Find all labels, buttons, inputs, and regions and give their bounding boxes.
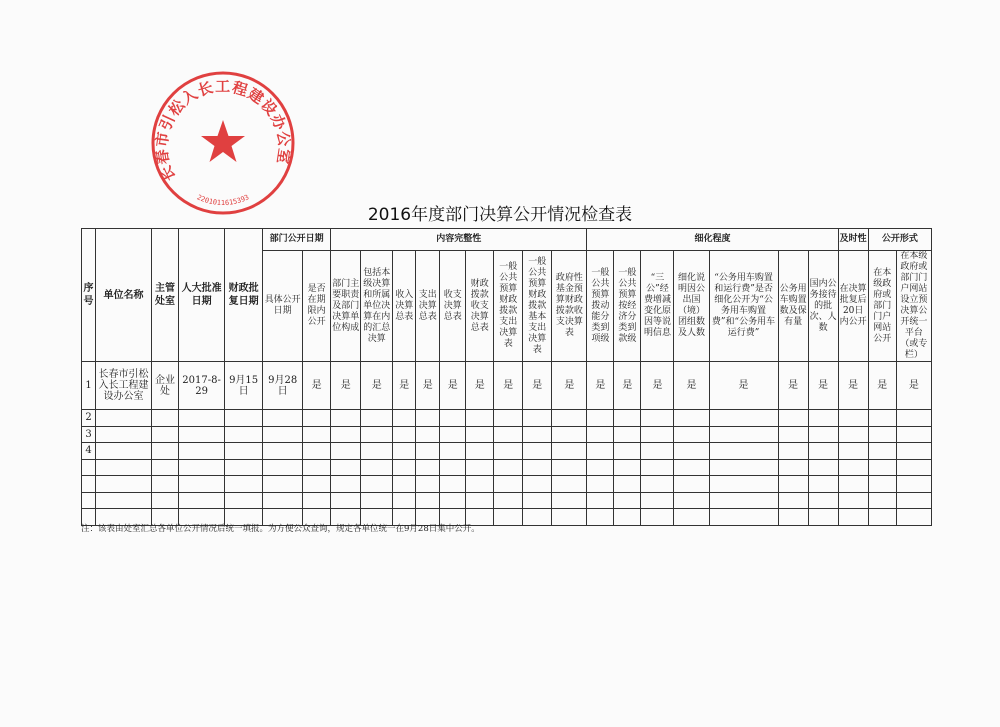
cell-value xyxy=(587,459,614,476)
cell-value xyxy=(614,410,641,427)
cell-value xyxy=(263,459,303,476)
cell-value xyxy=(552,492,587,509)
cell-value xyxy=(674,426,709,443)
cell-unit xyxy=(96,410,152,427)
cell-value: 是 xyxy=(587,362,614,410)
sub-header-9: 一般公共预算财政拨款支出决算表 xyxy=(494,251,523,362)
cell-value xyxy=(674,476,709,493)
cell-value xyxy=(868,426,896,443)
cell-value xyxy=(808,443,838,460)
cell-value: 是 xyxy=(361,362,393,410)
sub-header-1: 具体公开日期 xyxy=(263,251,303,362)
cell-value xyxy=(263,492,303,509)
cell-value xyxy=(587,476,614,493)
cell-value xyxy=(552,459,587,476)
cell-value xyxy=(674,492,709,509)
cell-value xyxy=(896,476,931,493)
cell-value xyxy=(303,410,331,427)
sub-header-14: “三公”经费增减变化原因等说明信息 xyxy=(641,251,674,362)
header-group-form: 公开形式 xyxy=(868,229,931,251)
cell-unit xyxy=(96,476,152,493)
cell-value xyxy=(587,443,614,460)
cell-value xyxy=(416,443,440,460)
cell-value xyxy=(361,410,393,427)
cell-unit xyxy=(96,426,152,443)
cell-dept: 企业处 xyxy=(152,362,179,410)
cell-value xyxy=(674,410,709,427)
cell-value xyxy=(778,459,808,476)
cell-value xyxy=(303,443,331,460)
cell-value xyxy=(494,476,523,493)
cell-value xyxy=(440,476,466,493)
cell-value xyxy=(494,410,523,427)
sub-header-16: “公务用车购置和运行费”是否细化公开为“公务用车购置费”和“公务用车运行费” xyxy=(709,251,778,362)
cell-value xyxy=(641,459,674,476)
header-finance-date: 财政批复日期 xyxy=(225,229,263,362)
cell-value xyxy=(393,426,416,443)
cell-value: 是 xyxy=(494,362,523,410)
cell-value xyxy=(778,476,808,493)
cell-value xyxy=(416,426,440,443)
cell-value: 9月28日 xyxy=(263,362,303,410)
cell-value xyxy=(393,492,416,509)
cell-value xyxy=(614,509,641,526)
row-number xyxy=(82,459,96,476)
official-seal xyxy=(148,68,298,218)
cell-finance-date xyxy=(225,426,263,443)
header-group-completeness: 内容完整性 xyxy=(331,229,587,251)
svg-text:长春市引松入长工程建设办公室: 长春市引松入长工程建设办公室 xyxy=(152,77,294,185)
cell-unit xyxy=(96,443,152,460)
cell-value xyxy=(778,492,808,509)
cell-value xyxy=(587,410,614,427)
header-unit: 单位名称 xyxy=(96,229,152,362)
cell-finance-date: 9月15日 xyxy=(225,362,263,410)
cell-value xyxy=(868,443,896,460)
cell-value xyxy=(587,509,614,526)
cell-value xyxy=(778,443,808,460)
cell-value xyxy=(674,459,709,476)
cell-value xyxy=(440,410,466,427)
table-row xyxy=(82,426,932,443)
cell-approve-date xyxy=(179,476,225,493)
cell-value xyxy=(709,476,778,493)
cell-value xyxy=(896,509,931,526)
cell-value xyxy=(303,492,331,509)
cell-value: 是 xyxy=(641,362,674,410)
header-group-timely: 及时性 xyxy=(838,229,868,251)
cell-value xyxy=(523,509,552,526)
header-group-publish-date: 部门公开日期 xyxy=(263,229,331,251)
table-row xyxy=(82,459,932,476)
cell-value xyxy=(709,459,778,476)
cell-value xyxy=(808,426,838,443)
cell-value xyxy=(838,459,868,476)
cell-value xyxy=(868,492,896,509)
cell-value xyxy=(808,476,838,493)
cell-value xyxy=(523,459,552,476)
cell-value xyxy=(552,410,587,427)
cell-value xyxy=(709,443,778,460)
cell-value xyxy=(466,443,494,460)
cell-approve-date xyxy=(179,492,225,509)
cell-value xyxy=(868,459,896,476)
cell-value xyxy=(896,426,931,443)
cell-value xyxy=(303,459,331,476)
cell-value xyxy=(416,476,440,493)
cell-approve-date xyxy=(179,426,225,443)
row-number: 2 xyxy=(82,410,96,427)
cell-value xyxy=(466,459,494,476)
cell-finance-date xyxy=(225,459,263,476)
cell-value xyxy=(709,426,778,443)
cell-value xyxy=(494,443,523,460)
cell-approve-date xyxy=(179,459,225,476)
cell-value xyxy=(778,509,808,526)
cell-value xyxy=(838,443,868,460)
cell-value xyxy=(641,509,674,526)
cell-value xyxy=(709,410,778,427)
cell-unit xyxy=(96,459,152,476)
cell-value: 是 xyxy=(393,362,416,410)
cell-value xyxy=(808,509,838,526)
cell-value xyxy=(440,459,466,476)
cell-value xyxy=(393,443,416,460)
cell-value xyxy=(416,459,440,476)
sub-header-20: 在本级政府或部门门户网站公开 xyxy=(868,251,896,362)
cell-value xyxy=(466,426,494,443)
cell-value xyxy=(393,476,416,493)
cell-value xyxy=(641,476,674,493)
cell-value xyxy=(416,410,440,427)
header-dept: 主管处室 xyxy=(152,229,179,362)
cell-value xyxy=(440,492,466,509)
cell-value xyxy=(838,509,868,526)
cell-value xyxy=(523,443,552,460)
cell-value xyxy=(614,492,641,509)
sub-header-7: 收支决算总表 xyxy=(440,251,466,362)
row-number xyxy=(82,476,96,493)
cell-value xyxy=(808,492,838,509)
cell-value xyxy=(552,509,587,526)
sub-header-8: 财政拨款收支决算总表 xyxy=(466,251,494,362)
sub-header-10: 一般公共预算财政拨款基本支出决算表 xyxy=(523,251,552,362)
cell-value xyxy=(331,443,361,460)
cell-value xyxy=(331,426,361,443)
cell-finance-date xyxy=(225,410,263,427)
row-number: 1 xyxy=(82,362,96,410)
cell-value xyxy=(440,443,466,460)
cell-value xyxy=(709,492,778,509)
footnote: 注：该表由处室汇总各单位公开情况后统一填报。为方便公众查询，规定各单位统一在9月28日集中公开。 xyxy=(81,524,480,534)
header-seq: 序号 xyxy=(82,229,96,362)
sub-header-18: 国内公务接待的批次、人数 xyxy=(808,251,838,362)
cell-value: 是 xyxy=(552,362,587,410)
cell-value xyxy=(896,443,931,460)
cell-value xyxy=(440,426,466,443)
cell-value xyxy=(896,410,931,427)
cell-value xyxy=(393,459,416,476)
cell-value xyxy=(466,492,494,509)
cell-value xyxy=(263,443,303,460)
cell-value xyxy=(614,476,641,493)
cell-value xyxy=(361,459,393,476)
sub-header-15: 细化说明因公出国（境）团组数及人数 xyxy=(674,251,709,362)
cell-value xyxy=(614,443,641,460)
cell-value xyxy=(331,476,361,493)
cell-value xyxy=(263,476,303,493)
cell-value: 是 xyxy=(896,362,931,410)
cell-value xyxy=(614,426,641,443)
cell-value: 是 xyxy=(868,362,896,410)
cell-value xyxy=(587,492,614,509)
header-group-detail: 细化程度 xyxy=(587,229,838,251)
cell-value xyxy=(331,410,361,427)
cell-value xyxy=(361,492,393,509)
svg-text:2201011615393: 2201011615393 xyxy=(195,193,251,208)
sub-header-5: 收入决算总表 xyxy=(393,251,416,362)
cell-value xyxy=(393,410,416,427)
cell-value xyxy=(303,476,331,493)
cell-value xyxy=(778,410,808,427)
cell-dept xyxy=(152,476,179,493)
cell-value xyxy=(641,443,674,460)
cell-value xyxy=(416,492,440,509)
cell-dept xyxy=(152,459,179,476)
header-approve-date: 人大批准日期 xyxy=(179,229,225,362)
cell-value xyxy=(641,492,674,509)
row-number: 3 xyxy=(82,426,96,443)
cell-value xyxy=(523,426,552,443)
cell-value xyxy=(331,492,361,509)
sub-header-17: 公务用车购置数及保有量 xyxy=(778,251,808,362)
cell-value: 是 xyxy=(303,362,331,410)
table-row xyxy=(82,362,932,410)
sub-header-6: 支出决算总表 xyxy=(416,251,440,362)
cell-value xyxy=(494,509,523,526)
cell-value xyxy=(808,459,838,476)
cell-approve-date: 2017-8-29 xyxy=(179,362,225,410)
cell-value xyxy=(838,410,868,427)
cell-value: 是 xyxy=(778,362,808,410)
cell-value xyxy=(868,476,896,493)
cell-value xyxy=(896,459,931,476)
cell-value xyxy=(896,492,931,509)
sub-header-19: 在决算批复后20日内公开 xyxy=(838,251,868,362)
cell-value xyxy=(674,509,709,526)
cell-value xyxy=(552,476,587,493)
cell-value xyxy=(494,426,523,443)
cell-value xyxy=(838,426,868,443)
cell-value xyxy=(466,476,494,493)
cell-value xyxy=(868,410,896,427)
cell-value xyxy=(263,410,303,427)
cell-value xyxy=(361,443,393,460)
cell-value xyxy=(523,410,552,427)
cell-value xyxy=(808,410,838,427)
sub-header-3: 部门主要职责及部门决算单位构成 xyxy=(331,251,361,362)
page-title: 2016年度部门决算公开情况检查表 xyxy=(367,205,633,225)
cell-value xyxy=(466,410,494,427)
cell-value xyxy=(587,426,614,443)
cell-value: 是 xyxy=(808,362,838,410)
sub-header-2: 是否在期限内公开 xyxy=(303,251,331,362)
cell-value xyxy=(361,426,393,443)
cell-value xyxy=(641,426,674,443)
cell-value xyxy=(361,476,393,493)
cell-value xyxy=(778,426,808,443)
cell-value xyxy=(523,492,552,509)
cell-dept xyxy=(152,443,179,460)
table-row xyxy=(82,492,932,509)
sub-header-11: 政府性基金预算财政拨款收支决算表 xyxy=(552,251,587,362)
table-row xyxy=(82,476,932,493)
cell-approve-date xyxy=(179,410,225,427)
cell-value: 是 xyxy=(674,362,709,410)
cell-unit xyxy=(96,492,152,509)
cell-value xyxy=(263,426,303,443)
table-row xyxy=(82,443,932,460)
cell-value: 是 xyxy=(614,362,641,410)
cell-value xyxy=(709,509,778,526)
cell-value: 是 xyxy=(416,362,440,410)
cell-value: 是 xyxy=(466,362,494,410)
cell-value xyxy=(494,492,523,509)
cell-value xyxy=(614,459,641,476)
seal-star-icon xyxy=(201,120,245,162)
cell-value xyxy=(868,509,896,526)
cell-value xyxy=(838,492,868,509)
cell-value xyxy=(838,476,868,493)
cell-value xyxy=(552,443,587,460)
cell-value xyxy=(641,410,674,427)
table-row xyxy=(82,410,932,427)
cell-value xyxy=(552,426,587,443)
cell-dept xyxy=(152,410,179,427)
inspection-table xyxy=(81,228,932,526)
cell-value: 是 xyxy=(838,362,868,410)
cell-value: 是 xyxy=(440,362,466,410)
cell-unit: 长春市引松入长工程建设办公室 xyxy=(96,362,152,410)
cell-value xyxy=(494,459,523,476)
cell-value: 是 xyxy=(523,362,552,410)
sub-header-13: 一般公共预算按经济分类到款级 xyxy=(614,251,641,362)
sub-header-21: 在本级政府或部门门户网站设立预决算公开统一平台（或专栏） xyxy=(896,251,931,362)
row-number xyxy=(82,492,96,509)
cell-dept xyxy=(152,492,179,509)
cell-finance-date xyxy=(225,492,263,509)
cell-value xyxy=(523,476,552,493)
cell-value xyxy=(674,443,709,460)
cell-finance-date xyxy=(225,443,263,460)
cell-value: 是 xyxy=(709,362,778,410)
cell-finance-date xyxy=(225,476,263,493)
sub-header-12: 一般公共预算拨动能分类到项级 xyxy=(587,251,614,362)
cell-approve-date xyxy=(179,443,225,460)
sub-header-4: 包括本级决算和所属单位决算在内的汇总决算 xyxy=(361,251,393,362)
cell-dept xyxy=(152,426,179,443)
cell-value: 是 xyxy=(331,362,361,410)
cell-value xyxy=(303,426,331,443)
row-number: 4 xyxy=(82,443,96,460)
cell-value xyxy=(331,459,361,476)
